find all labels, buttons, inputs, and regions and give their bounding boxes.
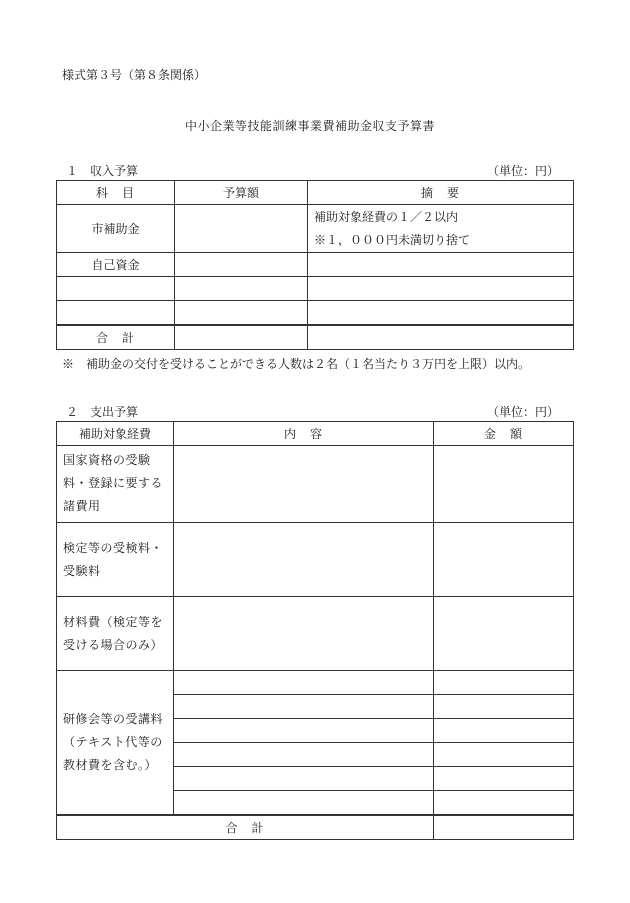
expense-row-content[interactable] [174, 523, 434, 597]
expense-unit-label: （単位：円） [487, 405, 560, 419]
income-heading: １ 収入予算 [66, 164, 139, 178]
expense-row-item: 研修会等の受講料（テキスト代等の教材費を含む。） [57, 671, 174, 815]
expense-row-amount[interactable] [434, 719, 574, 743]
expense-row-item: 検定等の受検料・受験料 [57, 523, 174, 597]
income-row-amount[interactable] [175, 301, 308, 325]
expense-row-amount[interactable] [434, 767, 574, 791]
expense-row-content[interactable] [174, 695, 434, 719]
expense-header-item: 補助対象経費 [57, 422, 174, 446]
expense-total-amount[interactable] [434, 815, 574, 840]
income-row-item[interactable] [57, 301, 175, 325]
expense-row-item: 国家資格の受験料・登録に要する諸費用 [57, 446, 174, 523]
expense-header-content: 内 容 [174, 422, 434, 446]
income-row-item: 市補助金 [57, 205, 175, 253]
income-header-amount: 予算額 [175, 181, 308, 205]
expense-table [56, 421, 574, 840]
income-total-note[interactable] [308, 325, 574, 350]
income-total-amount[interactable] [175, 325, 308, 350]
expense-row-content[interactable] [174, 767, 434, 791]
income-note-line: ※１，０００円未満切り捨て [314, 232, 471, 247]
expense-row-amount[interactable] [434, 743, 574, 767]
expense-header-amount: 金 額 [434, 422, 574, 446]
income-table [56, 180, 574, 350]
income-total-label: 合 計 [57, 325, 175, 350]
income-row-note[interactable] [308, 301, 574, 325]
income-unit-label: （単位：円） [487, 164, 560, 178]
expense-row-amount[interactable] [434, 523, 574, 597]
expense-row-content[interactable] [174, 743, 434, 767]
income-row-amount[interactable] [175, 253, 308, 277]
expense-heading: ２ 支出予算 [66, 405, 139, 419]
form-label: 様式第３号（第８条関係） [62, 68, 207, 82]
expense-row-content[interactable] [174, 597, 434, 671]
income-row-amount[interactable] [175, 277, 308, 301]
income-row-item: 自己資金 [57, 253, 175, 277]
income-header-item: 科 目 [57, 181, 175, 205]
expense-row-content[interactable] [174, 446, 434, 523]
expense-row-amount[interactable] [434, 671, 574, 695]
income-row-note[interactable] [308, 253, 574, 277]
page-title: 中小企業等技能訓練事業費補助金収支予算書 [185, 119, 436, 133]
expense-row-item: 材料費（検定等を受ける場合のみ） [57, 597, 174, 671]
expense-row-content[interactable] [174, 719, 434, 743]
expense-row-content[interactable] [174, 791, 434, 815]
income-row-item[interactable] [57, 277, 175, 301]
expense-total-label: 合 計 [57, 815, 434, 840]
expense-row-amount[interactable] [434, 446, 574, 523]
expense-row-content[interactable] [174, 671, 434, 695]
income-row-amount[interactable] [175, 205, 308, 253]
income-footnote: ※ 補助金の交付を受けることができる人数は２名（１名当たり３万円を上限）以内。 [62, 357, 531, 371]
income-note-line: 補助対象経費の１／２以内 [314, 209, 459, 224]
expense-row-amount[interactable] [434, 695, 574, 719]
income-row-note[interactable] [308, 277, 574, 301]
expense-row-amount[interactable] [434, 597, 574, 671]
income-row-note [308, 205, 574, 253]
expense-row-amount[interactable] [434, 791, 574, 815]
income-header-note: 摘 要 [308, 181, 574, 205]
